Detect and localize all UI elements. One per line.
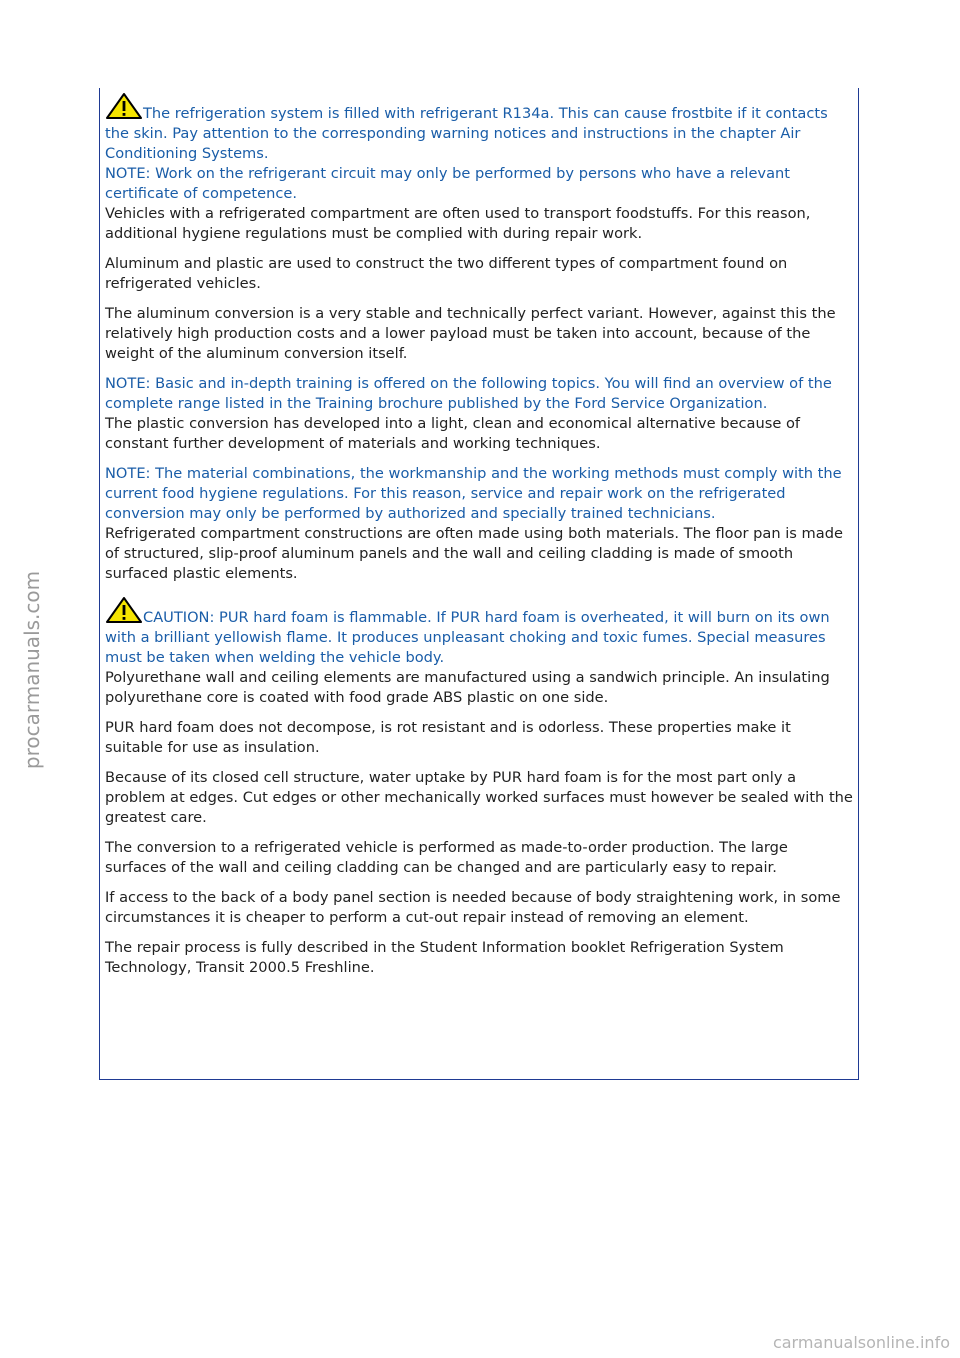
paragraph-plastic-conversion: The plastic conversion has developed into a light, clean and economical alternative because of constant further development of materials and working techniques. xyxy=(105,415,801,452)
paragraph-made-to-order: The conversion to a refrigerated vehicle is performed as made-to-order production. The large surfaces of the wall and ceiling cladding can be changed and are particularly easy to repair. xyxy=(105,839,788,876)
paragraph-water-uptake: Because of its closed cell structure, water uptake by PUR hard foam is for the most part only a problem at edges. Cut edges or other mechanically worked surfaces must however be sealed with the greatest care. xyxy=(105,769,853,826)
caution-triangle-icon xyxy=(105,596,143,624)
warning-refrigerant xyxy=(105,98,853,164)
manual-content-box xyxy=(99,88,859,1080)
note-food-hygiene: NOTE: The material combinations, the workmanship and the working methods must comply with the current food hygiene regulations. For this reason, service and repair work on the refrigerated conversion may only be performed by authorized and specially trained technicians. xyxy=(105,465,842,522)
paragraph-both-materials: Refrigerated compartment constructions are often made using both materials. The floor pan is made of structured, slip-proof aluminum panels and the wall and ceiling cladding is made of smooth surfaced plastic elements. xyxy=(105,525,843,582)
paragraph-repair-process: The repair process is fully described in the Student Information booklet Refrigeration System Technology, Transit 2000.5 Freshline. xyxy=(105,939,784,976)
paragraph-sandwich-principle: Polyurethane wall and ceiling elements are manufactured using a sandwich principle. An insulating polyurethane core is coated with food grade ABS plastic on one side. xyxy=(105,669,830,706)
paragraph-pur-properties: PUR hard foam does not decompose, is rot resistant and is odorless. These properties make it suitable for use as insulation. xyxy=(105,719,791,756)
paragraph-aluminum-conversion: The aluminum conversion is a very stable and technically perfect variant. However, against this the relatively high production costs and a lower payload must be taken into account, because of the weight of the aluminum conversion itself. xyxy=(105,305,836,362)
paragraph-compartment-types: Aluminum and plastic are used to construct the two different types of compartment found on refrigerated vehicles. xyxy=(105,255,788,292)
paragraph-cut-out-repair: If access to the back of a body panel section is needed because of body straightening work, in some circumstances it is cheaper to perform a cut-out repair instead of removing an element. xyxy=(105,889,841,926)
side-watermark xyxy=(14,560,50,780)
warning-refrigerant-text: The refrigeration system is filled with refrigerant R134a. This can cause frostbite if it contacts the skin. Pay attention to the corresponding warning notices and instructions in the chapter Air Conditioning Systems. xyxy=(105,105,828,162)
warning-triangle-icon xyxy=(105,92,143,120)
note-refrigerant-certificate: NOTE: Work on the refrigerant circuit may only be performed by persons who have a relevant certificate of competence. xyxy=(105,165,790,202)
note-training: NOTE: Basic and in-depth training is offered on the following topics. You will find an overview of the complete range listed in the Training brochure published by the Ford Service Organization. xyxy=(105,375,832,412)
paragraph-hygiene: Vehicles with a refrigerated compartment are often used to transport foodstuffs. For this reason, additional hygiene regulations must be complied with during repair work. xyxy=(105,205,811,242)
caution-pur-foam xyxy=(105,602,853,668)
bottom-watermark: carmanualsonline.info xyxy=(772,1333,950,1352)
side-watermark-text: procarmanuals.com xyxy=(20,570,45,770)
caution-pur-foam-text: CAUTION: PUR hard foam is flammable. If PUR hard foam is overheated, it will burn on its own with a brilliant yellowish flame. It produces unpleasant choking and toxic fumes. Special measures must be taken when welding the vehicle body. xyxy=(105,609,830,666)
